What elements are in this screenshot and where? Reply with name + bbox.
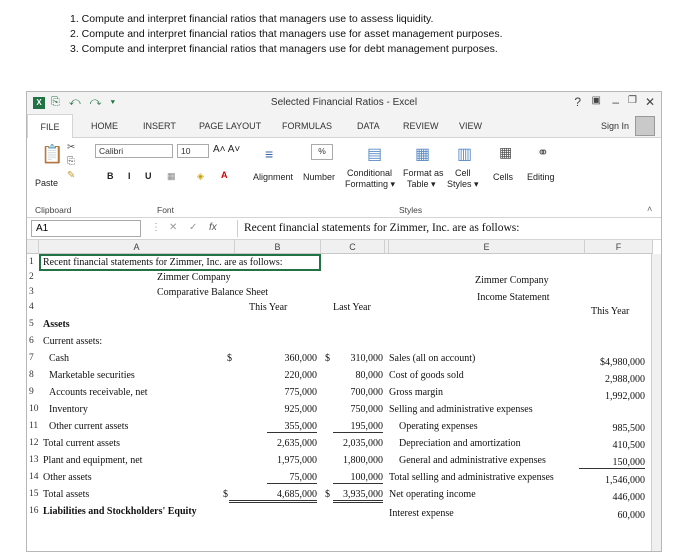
styles-button[interactable]: Styles ▾ (447, 179, 479, 189)
tab-view[interactable]: VIEW (459, 121, 483, 131)
paste-button[interactable]: Paste (35, 178, 59, 188)
clipboard-group-label: Clipboard (35, 205, 72, 215)
cell-a11[interactable]: Other current assets (49, 421, 129, 432)
row-header[interactable]: 4 (29, 302, 34, 312)
cell-c11[interactable]: 195,000 (333, 421, 383, 433)
dollar-sign: $ (325, 353, 330, 364)
instruction-3: 3. Compute and interpret financial ratios that managers use for debt management purposes. (70, 43, 498, 55)
formula-input[interactable]: Recent financial statements for Zimmer, Inc. are as follows: (237, 220, 657, 237)
name-box[interactable]: A1 (31, 220, 141, 237)
conditional-label[interactable]: Conditional (347, 168, 393, 178)
row-header[interactable]: 11 (29, 421, 39, 431)
avatar[interactable] (635, 116, 655, 136)
cell-a13[interactable]: Plant and equipment, net (43, 455, 143, 466)
tab-insert[interactable]: INSERT (143, 121, 176, 131)
font-group-label: Font (157, 205, 175, 215)
select-all-corner[interactable] (27, 240, 39, 254)
tab-page-layout[interactable]: PAGE LAYOUT (199, 121, 262, 131)
borders-icon[interactable]: ▦ (167, 171, 176, 181)
cell-f13[interactable]: 150,000 (579, 457, 645, 469)
font-name-select[interactable]: Calibri (95, 144, 173, 158)
cell-c4[interactable]: Last Year (333, 302, 371, 313)
cell-a14[interactable]: Other assets (43, 472, 92, 483)
bold-italic-underline-icon[interactable]: B I U (107, 171, 158, 181)
cut-icon[interactable]: ✂ (67, 142, 76, 153)
table-label[interactable]: Table ▾ (407, 179, 436, 189)
row-header[interactable]: 3 (29, 287, 34, 297)
styles-group-label: Styles (399, 205, 423, 215)
cell-a1[interactable]: Recent financial statements for Zimmer, Inc. are as follows: (43, 257, 283, 268)
instructions-list (70, 12, 670, 57)
excel-window (26, 91, 662, 552)
cell-c7[interactable]: 310,000 (350, 353, 383, 364)
cell-a8[interactable]: Marketable securities (49, 370, 135, 381)
title-bar (27, 92, 661, 114)
collapse-ribbon-icon[interactable]: ˄ (647, 204, 653, 214)
cell-f16[interactable]: 60,000 (617, 510, 645, 521)
format-as-table-icon[interactable]: ▦ (415, 146, 431, 163)
formula-options-icon[interactable]: ⋮ (151, 222, 161, 233)
alignment-button[interactable]: Alignment (253, 172, 294, 182)
cell-a16[interactable]: Liabilities and Stockholders' Equity (43, 506, 197, 517)
column-header-e[interactable]: E (389, 240, 585, 254)
cell-a12[interactable]: Total current assets (43, 438, 121, 449)
cell-e3[interactable]: Income Statement (477, 292, 550, 303)
row-header[interactable]: 6 (29, 336, 34, 346)
percent-button[interactable]: % (311, 144, 333, 160)
copy-icon[interactable]: ⎘ (67, 156, 75, 167)
format-painter-icon[interactable]: ✎ (67, 170, 76, 181)
cell-e10[interactable]: Selling and administrative expenses (389, 404, 533, 415)
cell-b10[interactable]: 925,000 (284, 404, 317, 415)
restore-icon[interactable]: ❐ (628, 95, 637, 106)
cell-c15[interactable]: 3,935,000 (333, 489, 383, 503)
column-header-a[interactable]: A (39, 240, 235, 254)
row-header[interactable]: 5 (29, 319, 34, 329)
cell-e7[interactable]: Sales (all on account) (389, 353, 476, 364)
cell-a7[interactable]: Cash (49, 353, 69, 364)
font-size-select[interactable]: 10 (177, 144, 209, 158)
paste-icon[interactable]: 📋 (41, 144, 64, 164)
insert-function-icon[interactable]: fx (209, 222, 217, 233)
cell-styles-icon[interactable]: ▥ (457, 146, 473, 163)
tab-review[interactable]: REVIEW (403, 121, 439, 131)
cell-a6[interactable]: Current assets: (43, 336, 103, 347)
cells-button[interactable]: Cells (493, 172, 514, 182)
column-header-b[interactable]: B (235, 240, 321, 254)
cell-b2[interactable]: Zimmer Company (157, 272, 231, 283)
cell-e11[interactable]: Operating expenses (399, 421, 478, 432)
dollar-sign: $ (325, 489, 330, 500)
ribbon-tabs (27, 114, 661, 138)
cell-b11[interactable]: 355,000 (267, 421, 317, 433)
cell-e12[interactable]: Depreciation and amortization (399, 438, 521, 449)
cell-f14[interactable]: 1,546,000 (605, 475, 645, 486)
cell-a5[interactable]: Assets (43, 319, 70, 330)
tab-formulas[interactable]: FORMULAS (282, 121, 333, 131)
cell-b4[interactable]: This Year (249, 302, 288, 313)
cell-b8[interactable]: 220,000 (284, 370, 317, 381)
editing-button[interactable]: Editing (527, 172, 555, 182)
cell-b7[interactable]: 360,000 (284, 353, 317, 364)
help-button[interactable]: ? (574, 95, 581, 109)
close-button[interactable]: ✕ (644, 95, 655, 109)
row-header[interactable]: 12 (29, 438, 39, 448)
formula-bar (27, 218, 661, 240)
cell-a10[interactable]: Inventory (49, 404, 88, 415)
row-header[interactable]: 15 (29, 489, 39, 499)
cell-e16[interactable]: Interest expense (389, 508, 454, 519)
tab-data[interactable]: DATA (357, 121, 380, 131)
row-header[interactable]: 14 (29, 472, 39, 482)
cell-e2[interactable]: Zimmer Company (475, 275, 549, 286)
row-header[interactable]: 7 (29, 353, 34, 363)
cell-f9[interactable]: 1,992,000 (605, 391, 645, 402)
row-header[interactable]: 2 (29, 272, 34, 282)
cell-e15[interactable]: Net operating income (389, 489, 476, 500)
column-header-f[interactable]: F (585, 240, 653, 254)
sign-in-link[interactable]: Sign In (600, 121, 629, 131)
instruction-1: 1. Compute and interpret financial ratios that managers use to assess liquidity. (70, 13, 434, 25)
enter-icon[interactable]: ✓ (189, 222, 198, 233)
dollar-sign: $ (223, 489, 228, 500)
row-header[interactable]: 13 (29, 455, 39, 465)
cell-e8[interactable]: Cost of goods sold (389, 370, 464, 381)
tab-file[interactable]: FILE (27, 114, 73, 138)
cell-c10[interactable]: 750,000 (350, 404, 383, 415)
cell-c14[interactable]: 100,000 (333, 472, 383, 484)
dollar-sign: $ (227, 353, 232, 364)
vertical-scrollbar[interactable] (651, 254, 661, 552)
cell-f4[interactable]: This Year (591, 306, 630, 317)
ribbon (27, 138, 661, 218)
format-as-label[interactable]: Format as (403, 168, 444, 178)
cell-c9[interactable]: 700,000 (350, 387, 383, 398)
cell-c13[interactable]: 1,800,000 (343, 455, 383, 466)
conditional-formatting-icon[interactable]: ▤ (367, 146, 383, 163)
row-header[interactable]: 1 (29, 257, 34, 267)
cell-b3[interactable]: Comparative Balance Sheet (157, 287, 269, 298)
cell-b12[interactable]: 2,635,000 (277, 438, 317, 449)
cell-e13[interactable]: General and administrative expenses (399, 455, 546, 466)
cell-a9[interactable]: Accounts receivable, net (49, 387, 148, 398)
ribbon-display-icon[interactable]: ▣ (591, 95, 601, 106)
alignment-icon[interactable]: ≡ (265, 146, 274, 162)
spreadsheet-grid[interactable] (27, 240, 661, 552)
window-title: Selected Financial Ratios - Excel (270, 97, 418, 108)
cell-b13[interactable]: 1,975,000 (277, 455, 317, 466)
cell-e14[interactable]: Total selling and administrative expenses (389, 472, 554, 483)
tab-home[interactable]: HOME (91, 121, 118, 131)
cell-f12[interactable]: 410,500 (612, 440, 645, 451)
cell-f11[interactable]: 985,500 (612, 423, 645, 434)
cells-icon[interactable]: ▦ (499, 144, 513, 160)
column-header-c[interactable]: C (321, 240, 385, 254)
font-grow-shrink-icon[interactable]: A˄ A˅ (213, 144, 241, 155)
fill-color-icon[interactable]: ◈ (197, 171, 204, 181)
cell-f15[interactable]: 446,000 (612, 492, 645, 503)
cell-c8[interactable]: 80,000 (355, 370, 383, 381)
row-header[interactable]: 16 (29, 506, 39, 516)
cell-b9[interactable]: 775,000 (284, 387, 317, 398)
row-header[interactable]: 10 (29, 404, 39, 414)
row-header[interactable]: 9 (29, 387, 34, 397)
cell-b15[interactable]: 4,685,000 (229, 489, 317, 503)
quick-access-toolbar[interactable]: ⎘ ↶ ↷ ▾ (51, 96, 119, 108)
cell-c12[interactable]: 2,035,000 (343, 438, 383, 449)
instruction-2: 2. Compute and interpret financial ratios that managers use for asset management purposes. (70, 28, 503, 40)
cell-a15[interactable]: Total assets (43, 489, 90, 500)
excel-logo-icon: X (33, 97, 45, 109)
cell-label[interactable]: Cell (455, 168, 471, 178)
editing-icon[interactable]: ⚭ (537, 144, 549, 160)
cell-f8[interactable]: 2,988,000 (605, 374, 645, 385)
number-button[interactable]: Number (303, 172, 336, 182)
formatting-label[interactable]: Formatting ▾ (345, 179, 396, 189)
cell-b14[interactable]: 75,000 (267, 472, 317, 484)
font-color-icon[interactable]: A (221, 170, 228, 180)
cancel-icon[interactable]: ✕ (169, 222, 178, 233)
minimize-button[interactable]: – (612, 95, 619, 109)
cell-f7[interactable]: $4,980,000 (600, 357, 645, 368)
cell-e9[interactable]: Gross margin (389, 387, 443, 398)
row-header[interactable]: 8 (29, 370, 34, 380)
